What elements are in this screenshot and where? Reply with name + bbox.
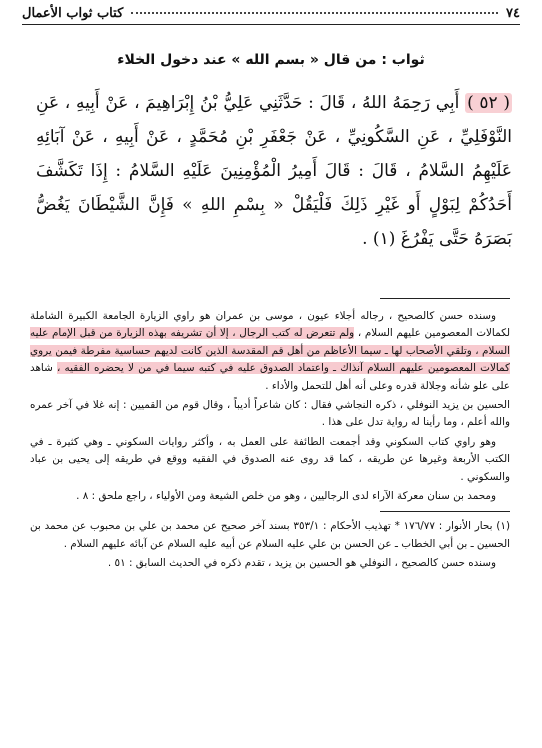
book-title: كتاب ثواب الأعمال	[22, 5, 124, 21]
commentary-notes	[30, 308, 510, 575]
chapter-title: ثواب : من قال « بسم الله » عند دخول الخلاء	[117, 52, 425, 68]
hadith-body: أَبِي رَحِمَهُ اللهُ ، قَالَ : حَدَّثَنِي عَلِيُّ بْنُ إِبْرَاهِيمَ ، عَنْ أَبِيهِ ، عَنِ النَّوْفَلِيِّ ، عَنِ السَّكُونِيِّ ، عَنْ جَعْفَرِ بْنِ مُحَمَّدٍ ، عَنْ أَبِيهِ ، عَنْ آبَائِهِ عَلَيْهِمُ السَّلامُ ، قَالَ : قَالَ أَمِيرُ الْمُؤْمِنِينَ عَلَيْهِ السَّلامُ : إِذَا تَكَشَّفَ أَحَدُكُمْ لِبَوْلٍ أَو غَيْرِ ذَلِكَ فَلْيَقُلْ « بِسْمِ اللهِ » فَإِنَّ الشَّيْطَانَ يَغُضُّ بَصَرَهُ حَتَّى يَفْرُغَ	[36, 93, 512, 249]
page-number: ٧٤	[506, 5, 520, 21]
note-paragraph: الحسين بن يزيد النوفلي ، ذكره النجاشي فقال : كان شاعراً أديباً ، وقال قوم من القميين : إنه غلا في آخر عمره والله أعلم ، وما رأينا له رواية تدل على هذا .	[30, 399, 510, 429]
note-paragraph	[30, 308, 510, 395]
running-header	[22, 4, 520, 22]
note-paragraph: وهو راوي كتاب السكوني وقد أجمعت الطائفة على العمل به ، وأكثر روايات السكوني ـ وهي كثيرة ـ في الكتب الأربعة وغيرها عن طريقه ، كما قد روى عنه الصدوق في الفقيه ووقع في طريقه إلى يحيى بن عباد والسكوني .	[30, 435, 510, 483]
header-rule	[22, 24, 520, 25]
footnote-1-continued: وسنده حسن كالصحيح ، النوفلي هو الحسين بن يزيد ، تقدم ذكره في الحديث السابق : ٥١ .	[107, 557, 496, 570]
footnote-separator	[380, 298, 510, 299]
footnote-rule	[380, 511, 510, 512]
note-text: شاهد على علو شأنه وجلالة قدره وعلى أنه أهل للتحمل والأداء .	[30, 362, 510, 392]
hadith-number: ( ٥٢ )	[467, 93, 510, 113]
hadith-text	[36, 86, 512, 256]
note-text: وسنده حسن كالصحيح ، رجاله أجلاء عيون ، موسى بن عمران هو راوي الزيارة الجامعة الكبيرة الشاملة لكمالات المعصومين عليهم السلام ،	[30, 310, 510, 340]
note-paragraph: ومحمد بن سنان معركة الآراء لدى الرجاليين ، وهو من خلص الشيعة ومن الأولياء ، راجع ملحق : ٨ .	[76, 490, 496, 503]
footnote-1: (١) بحار الأنوار : ١٧٦/٧٧ * تهذيب الأحكام : ٣٥٣/١ بسند آخر صحيح عن محمد بن علي بن محبوب عن محمد بن الحسين ـ بن أبي الخطاب ـ عن الحسن بن علي عليه السلام عن أبيه عليه السلام عن آبائه عليهم السلام .	[30, 520, 511, 550]
header-dotted-leader	[131, 12, 498, 14]
highlighted-note-text: ولم تتعرض له كتب الرجال ، إلا أن تشريفه بهذه الزيارة من قبل الإمام عليه السلام ، وتلقي الأصحاب لها ـ سيما الأعاظم من أهل قم المقدسة الذين كانت لديهم حساسية مفرطة فيمن يروي كمالات المعصومين عليهم السلام آنذاك ـ واعتماد الصدوق عليه في كتبه سيما في من لا يحضره الفقيه ،	[30, 327, 510, 375]
footnote-reference: (١) .	[362, 229, 396, 249]
